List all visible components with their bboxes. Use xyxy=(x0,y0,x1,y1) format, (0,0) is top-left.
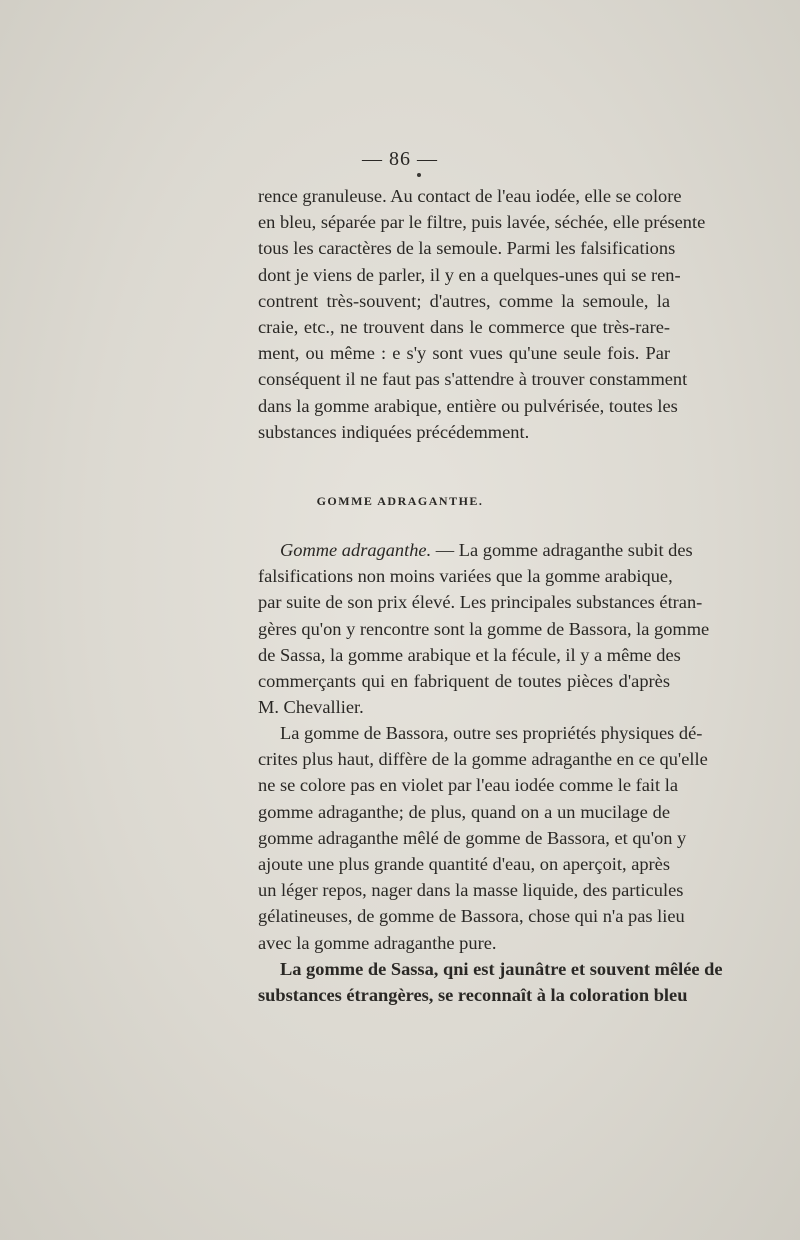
text-line: tous les caractères de la semoule. Parmi les falsifications xyxy=(258,238,676,259)
text-line: ne se colore pas en violet par l'eau iodée comme le fait la xyxy=(258,775,678,796)
text-line: ajoute une plus grande quantité d'eau, on aperçoit, après xyxy=(258,853,670,874)
paragraph-4 xyxy=(258,956,723,1008)
paragraph-2 xyxy=(258,537,710,720)
text-line: dans la gomme arabique, entière ou pulvérisée, toutes les xyxy=(258,395,678,416)
paragraph-lead-italic: Gomme adraganthe. xyxy=(280,540,432,560)
text-line xyxy=(258,537,693,563)
text-line: commerçants qui en fabriquent de toutes pièces d'après xyxy=(258,670,670,691)
paragraph-1 xyxy=(258,183,706,445)
text-line: conséquent il ne faut pas s'attendre à trouver constamment xyxy=(258,369,688,390)
text-line: de Sassa, la gomme arabique et la fécule, il y a même des xyxy=(258,644,681,665)
text-line: substances étrangères, se reconnaît à la coloration bleu xyxy=(258,985,688,1006)
page-number: — 86 — xyxy=(362,148,438,170)
text-line: M. Chevallier. xyxy=(258,697,364,718)
text-line: crites plus haut, diffère de la gomme adraganthe en ce qu'elle xyxy=(258,749,708,770)
ink-speck xyxy=(417,173,421,177)
text-line: falsifications non moins variées que la gomme arabique, xyxy=(258,566,673,587)
text-line: ment, ou même : e s'y sont vues qu'une seule fois. Par xyxy=(258,343,670,364)
section-heading: GOMME ADRAGANTHE. xyxy=(316,494,484,508)
text-line: contrent très-souvent; d'autres, comme la semoule, la xyxy=(258,290,670,311)
paragraph-3 xyxy=(258,720,708,956)
text-line: gomme adraganthe; de plus, quand on a un mucilage de xyxy=(258,801,670,822)
text-line: en bleu, séparée par le filtre, puis lavée, séchée, elle présente xyxy=(258,212,706,233)
text-line: par suite de son prix élevé. Les principales substances étran- xyxy=(258,592,703,613)
text-line: gères qu'on y rencontre sont la gomme de Bassora, la gomme xyxy=(258,618,710,639)
text-line: dont je viens de parler, il y en a quelques-unes qui se ren- xyxy=(258,264,681,285)
text-line: gomme adraganthe mêlé de gomme de Bassora, et qu'on y xyxy=(258,827,687,848)
text-line: gélatineuses, de gomme de Bassora, chose qui n'a pas lieu xyxy=(258,906,685,927)
text-line: avec la gomme adraganthe pure. xyxy=(258,932,497,953)
text-line: substances indiquées précédemment. xyxy=(258,421,530,442)
text-line: La gomme de Sassa, qni est jaunâtre et souvent mêlée de xyxy=(280,959,723,979)
text-line: craie, etc., ne trouvent dans le commerce que très-rare- xyxy=(258,316,670,337)
text-line: rence granuleuse. Au contact de l'eau iodée, elle se colore xyxy=(258,186,682,206)
text-line: La gomme de Bassora, outre ses propriétés physiques dé- xyxy=(280,723,703,743)
text-line: un léger repos, nager dans la masse liquide, des particules xyxy=(258,880,684,901)
paragraph-lead-rest: — La gomme adraganthe subit des xyxy=(431,540,693,560)
